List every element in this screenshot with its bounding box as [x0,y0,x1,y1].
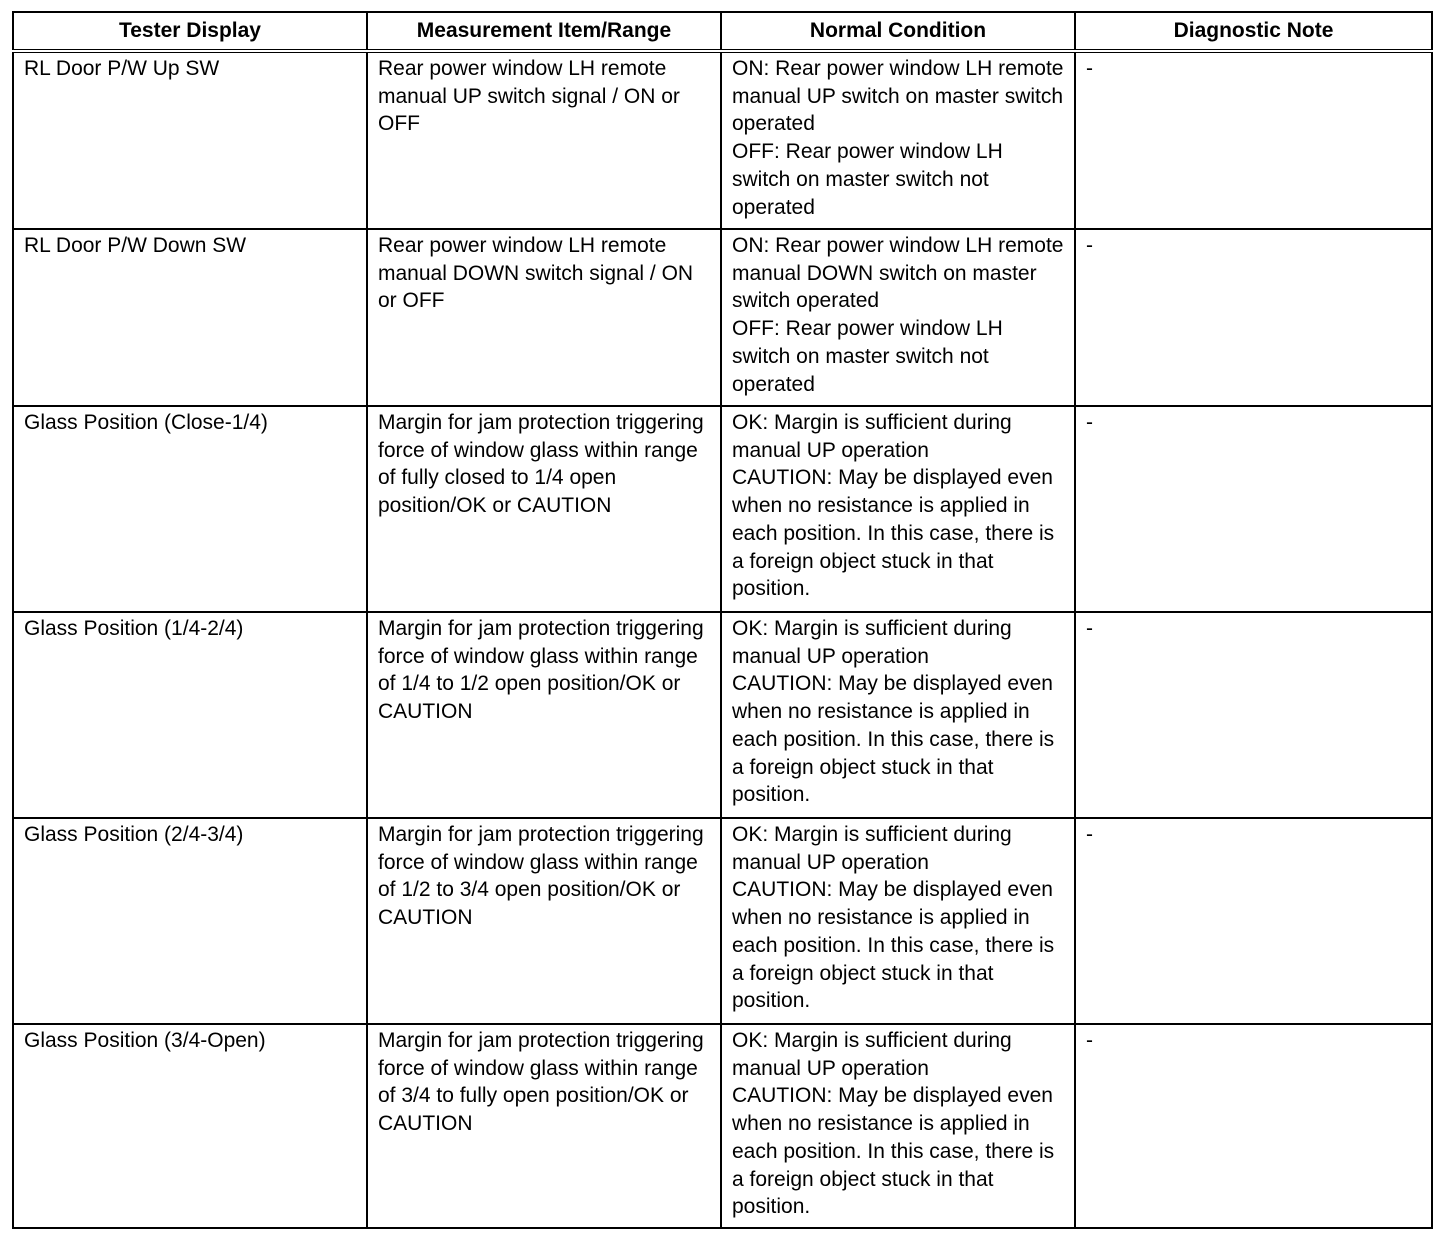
header-row [13,12,1432,51]
table-row [13,818,1432,1024]
cell-normal-condition: OK: Margin is sufficient during manual UP operation CAUTION: May be displayed even when no resistance is applied in each position. In this case, there is a foreign object stuck in that position. [721,1024,1075,1228]
table-row [13,612,1432,818]
cell-diagnostic-note: - [1075,229,1432,406]
table-row [13,1024,1432,1228]
cell-normal-condition: OK: Margin is sufficient during manual UP operation CAUTION: May be displayed even when no resistance is applied in each position. In this case, there is a foreign object stuck in that position. [721,818,1075,1024]
cell-measurement: Margin for jam protection triggering force of window glass within range of fully closed to 1/4 open position/OK or CAUTION [367,406,721,612]
cell-tester-display: Glass Position (1/4-2/4) [13,612,367,818]
cell-measurement: Rear power window LH remote manual UP switch signal / ON or OFF [367,51,721,229]
cell-tester-display: RL Door P/W Up SW [13,51,367,229]
cell-normal-condition: OK: Margin is sufficient during manual UP operation CAUTION: May be displayed even when no resistance is applied in each position. In this case, there is a foreign object stuck in that position. [721,406,1075,612]
diagnostic-data-table [12,11,1433,1229]
cell-measurement: Margin for jam protection triggering force of window glass within range of 3/4 to fully open position/OK or CAUTION [367,1024,721,1228]
cell-diagnostic-note: - [1075,1024,1432,1228]
cell-tester-display: Glass Position (Close-1/4) [13,406,367,612]
header-tester-display: Tester Display [13,12,367,51]
table-row [13,406,1432,612]
header-measurement-item-range: Measurement Item/Range [367,12,721,51]
cell-diagnostic-note: - [1075,51,1432,229]
cell-normal-condition: ON: Rear power window LH remote manual UP switch on master switch operated OFF: Rear power window LH switch on master switch not operated [721,51,1075,229]
cell-measurement: Margin for jam protection triggering force of window glass within range of 1/2 to 3/4 open position/OK or CAUTION [367,818,721,1024]
cell-tester-display: Glass Position (3/4-Open) [13,1024,367,1228]
cell-normal-condition: ON: Rear power window LH remote manual DOWN switch on master switch operated OFF: Rear power window LH switch on master switch not operated [721,229,1075,406]
cell-diagnostic-note: - [1075,406,1432,612]
cell-tester-display: Glass Position (2/4-3/4) [13,818,367,1024]
cell-measurement: Rear power window LH remote manual DOWN switch signal / ON or OFF [367,229,721,406]
header-diagnostic-note: Diagnostic Note [1075,12,1432,51]
header-normal-condition: Normal Condition [721,12,1075,51]
cell-diagnostic-note: - [1075,818,1432,1024]
table-row [13,229,1432,406]
cell-tester-display: RL Door P/W Down SW [13,229,367,406]
table-row [13,51,1432,229]
cell-normal-condition: OK: Margin is sufficient during manual UP operation CAUTION: May be displayed even when no resistance is applied in each position. In this case, there is a foreign object stuck in that position. [721,612,1075,818]
cell-measurement: Margin for jam protection triggering force of window glass within range of 1/4 to 1/2 open position/OK or CAUTION [367,612,721,818]
cell-diagnostic-note: - [1075,612,1432,818]
